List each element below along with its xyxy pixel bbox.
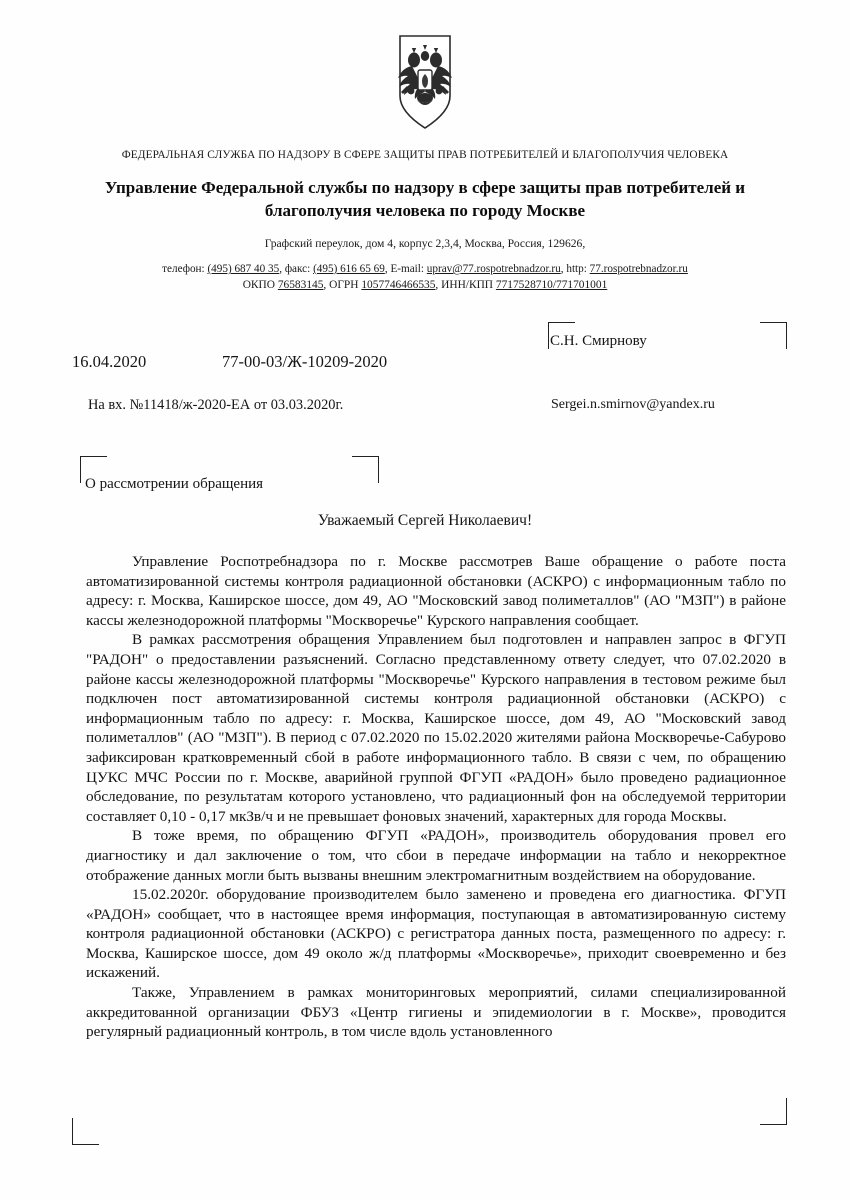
page-bracket-bottom-left (72, 1118, 99, 1145)
office-title: Управление Федеральной службы по надзору в сфере защиты прав потребителей и благополучия человека по городу Москве (104, 178, 746, 220)
ogrn-label: ОГРН (329, 278, 359, 291)
page-bracket-bottom-right (760, 1098, 787, 1125)
salutation: Уважаемый Сергей Николаевич! (317, 512, 533, 529)
incoming-reference: На вх. №11418/ж-2020-ЕА от 03.03.2020г. (88, 397, 344, 413)
addressee-name: С.Н. Смирнову (550, 333, 647, 349)
body-paragraph: Управление Роспотребнадзора по г. Москве рассмотрев Ваше обращение о работе поста автоматизированной системы контроля радиационной обстановки (АСКРО) с информационным табло по адресу: г. Москва, Каширское шоссе, дом 49, АО "Московский завод полиметаллов" (АО "МЗП") в районе кассы железнодорожной платформы "Москворечье" Курского направления сообщает. (86, 553, 786, 629)
coat-of-arms-emblem (0, 34, 850, 130)
website-value[interactable]: 77.rospotrebnadzor.ru (589, 263, 688, 275)
okpo-label: ОКПО (242, 278, 275, 291)
subject-bracket-top-right (352, 456, 379, 483)
okpo-value: 76583145 (277, 278, 324, 291)
office-contacts: телефон: (495) 687 40 35, факс: (495) 616 65 69, E-mail: uprav@77.rospotrebnadzor.ru, http: 77.rospotrebnadzor.ru (162, 263, 688, 275)
email-label: E-mail: (390, 263, 424, 275)
body-paragraph: В тоже время, по обращению ФГУП «РАДОН», производитель оборудования провел его диагностику и дал заключение о том, что сбои в передаче информации на табло и некорректное отображение данных могли быть вызваны внешним электромагнитным воздействием на оборудование. (86, 827, 786, 884)
subject-line: О рассмотрении обращения (85, 476, 264, 492)
registration-codes: ОКПО 76583145, ОГРН 1057746466535, ИНН/КПП 7717528710/771701001 (242, 278, 608, 291)
inn-kpp-value: 7717528710/771701001 (495, 278, 608, 291)
date-and-number-row (72, 352, 542, 372)
office-address: Графский переулок, дом 4, корпус 2,3,4, Москва, Россия, 129626, (264, 237, 586, 250)
body-paragraph: 15.02.2020г. оборудование производителем было заменено и проведена его диагностика. ФГУП «РАДОН» сообщает, что в настоящее время информация, поступающая в автоматизированную систему контроля радиационной обстановки (АСКРО) с регистратора данных поста, размещенного по адресу: г. Москва, Каширское шоссе, дом 49 около ж/д платформы «Москворечье», приходит своевременно и без искажений. (86, 886, 786, 982)
http-label: http: (566, 263, 587, 275)
ogrn-value: 1057746466535 (361, 278, 436, 291)
body-paragraph: В рамках рассмотрения обращения Управлением был подготовлен и направлен запрос в ФГУП "РАДОН" о предоставлении разъяснений. Согласно представленному ответу следует, что 07.02.2020 в районе кассы железнодорожной платформы "Москворечье" Курского направления в тестовом режиме был подключен пост автоматизированной системы контроля радиационной обстановки (АСКРО) с информационным табло по адресу: г. Москва, Каширское шоссе, дом 49, АО "Московский завод полиметаллов" (АО "МЗП"). В период с 07.02.2020 по 15.02.2020 жителями района Москворечье-Сабурово зафиксирован кратковременный сбой в работе информационного табло. В связи с чем, по обращению ЦУКС МЧС России по г. Москве, аварийной группой ФГУП «РАДОН» было проведено радиационное обследование, по результатам которого установлено, что радиационный фон на обследуемой территории составляет 0,10 - 0,17 мкЗв/ч и не превышает фоновых значений, характерных для города Москвы. (86, 631, 786, 825)
document-date: 16.04.2020 (72, 352, 147, 371)
addressee-bracket-top-right (760, 322, 787, 349)
inn-kpp-label: ИНН/КПП (441, 278, 494, 291)
phone-label: телефон: (162, 263, 205, 275)
phone-value: (495) 687 40 35 (207, 263, 280, 275)
outgoing-number: 77-00-03/Ж-10209-2020 (222, 352, 388, 371)
body-paragraph: Также, Управлением в рамках мониторинговых мероприятий, силами специализированной аккредитованной организации ФБУЗ «Центр гигиены и эпидемиологии в г. Москве», проводится регулярный радиационный контроль, в том числе вдоль установленного (86, 984, 786, 1041)
fax-value: (495) 616 65 69 (313, 263, 385, 275)
fax-label: факс: (284, 263, 311, 275)
email-value[interactable]: uprav@77.rospotrebnadzor.ru (426, 263, 561, 275)
addressee-email[interactable]: Sergei.n.smirnov@yandex.ru (551, 397, 715, 412)
letter-body (86, 552, 786, 1042)
letterhead (95, 148, 755, 293)
agency-name: ФЕДЕРАЛЬНАЯ СЛУЖБА ПО НАДЗОРУ В СФЕРЕ ЗАЩИТЫ ПРАВ ПОТРЕБИТЕЛЕЙ И БЛАГОПОЛУЧИЯ ЧЕЛОВЕКА (121, 149, 729, 161)
russian-coat-of-arms-icon (394, 34, 456, 130)
